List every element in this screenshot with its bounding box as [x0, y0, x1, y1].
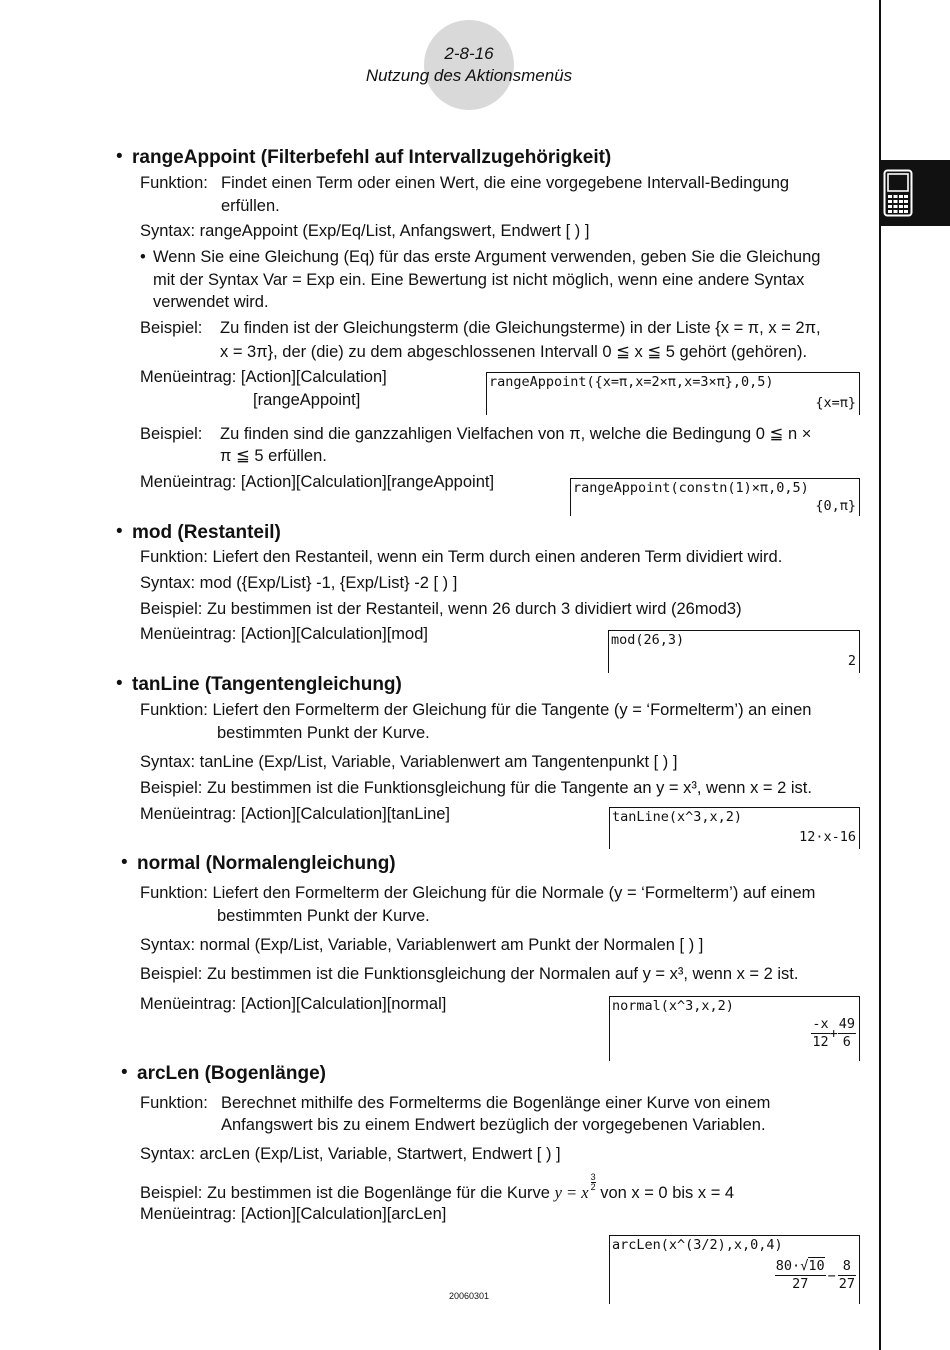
syntax-text: Syntax: tanLine (Exp/List, Variable, Variablenwert am Tangentenpunkt [ ) ]: [140, 753, 678, 771]
page-subtitle: Nutzung des Aktionsmenüs: [365, 66, 573, 85]
beispiel-text: x = 3π}, der (die) zu dem abgeschlossenen Intervall 0 ≦ x ≦ 5 gehört (gehören).: [220, 343, 808, 361]
screen-input: mod(26,3): [611, 632, 685, 648]
syntax-text: Syntax: normal (Exp/List, Variable, Variablenwert am Punkt der Normalen [ ) ]: [140, 936, 704, 954]
calculator-icon: [883, 169, 913, 217]
screen-input: tanLine(x^3,x,2): [612, 809, 743, 825]
calculator-screen: [609, 807, 860, 849]
funktion-text-cont: Anfangswert bis zu einem Endwert bezüglich der vorgegebenen Variablen.: [221, 1116, 766, 1134]
note-text: verwendet wird.: [153, 293, 269, 311]
section-title-mod: mod (Restanteil): [132, 522, 281, 543]
beispiel-text: Beispiel: Zu bestimmen ist die Funktionsgleichung für die Tangente an y = x³, wenn x = 2 ist.: [140, 779, 812, 797]
section-title-arclen: arcLen (Bogenlänge): [137, 1063, 326, 1084]
section-title-normal: normal (Normalengleichung): [137, 853, 396, 874]
chapter-tab: [880, 160, 950, 226]
syntax-text: Syntax: mod ({Exp/List} -1, {Exp/List} -2 [ ) ]: [140, 574, 458, 592]
funktion-text: Funktion: Liefert den Formelterm der Gleichung für die Normale (y = ‘Formelterm’) auf einem: [140, 884, 816, 902]
denominator: 6: [842, 1034, 851, 1050]
bullet: •: [116, 146, 123, 167]
fraction: [811, 1016, 829, 1051]
screen-output: {x=π}: [815, 395, 856, 411]
bullet: •: [121, 1062, 128, 1083]
beispiel-text-pre: Beispiel: Zu bestimmen ist die Bogenlänge für die Kurve: [140, 1184, 555, 1202]
menu-entry: Menüeintrag: [Action][Calculation][normal]: [140, 995, 447, 1013]
beispiel-label: Beispiel:: [140, 425, 203, 443]
radicand: 10: [808, 1258, 825, 1274]
syntax-text: Syntax: rangeAppoint (Exp/Eq/List, Anfangswert, Endwert [ ) ]: [140, 222, 590, 240]
denominator: 27: [838, 1276, 855, 1292]
bullet-small: •: [140, 248, 146, 266]
numerator: -x: [812, 1016, 829, 1032]
section-title-tanline: tanLine (Tangentengleichung): [132, 674, 402, 695]
equation: y = x: [554, 1183, 589, 1202]
denominator: 12: [812, 1034, 829, 1050]
screen-input: rangeAppoint({x=π,x=2×π,x=3×π},0,5): [489, 374, 774, 390]
funktion-text-cont: bestimmten Punkt der Kurve.: [217, 907, 430, 925]
section-title-rangeappoint: rangeAppoint (Filterbefehl auf Intervallzugehörigkeit): [132, 147, 612, 168]
sqrt-icon: √: [800, 1258, 809, 1274]
note-text: mit der Syntax Var = Exp ein. Eine Bewertung ist nicht möglich, wenn eine andere Syntax: [153, 271, 805, 289]
fraction: [838, 1258, 856, 1293]
beispiel-text: Beispiel: Zu bestimmen ist die Funktionsgleichung der Normalen auf y = x³, wenn x = 2 ist.: [140, 965, 799, 983]
exponent-denominator: 2: [590, 1182, 596, 1192]
calculator-screen: [608, 630, 860, 673]
menu-entry-cont: [rangeAppoint]: [253, 391, 361, 409]
screen-output: [811, 1016, 856, 1051]
calculator-screen: [486, 372, 860, 415]
funktion-text: Berechnet mithilfe des Formelterms die Bogenlänge einer Kurve von einem: [221, 1094, 771, 1112]
numerator-coefficient: 80·: [775, 1258, 801, 1274]
menu-entry: Menüeintrag: [Action][Calculation][mod]: [140, 625, 428, 643]
header-circle: [424, 20, 514, 110]
screen-output: [775, 1258, 856, 1293]
screen-input: rangeAppoint(constn(1)×π,0,5): [573, 480, 809, 496]
screen-input: arcLen(x^(3/2),x,0,4): [612, 1237, 783, 1253]
screen-output: {0,π}: [815, 498, 856, 514]
menu-entry: Menüeintrag: [Action][Calculation]: [140, 368, 387, 386]
page-number: 2-8-16: [444, 44, 494, 63]
note-text: Wenn Sie eine Gleichung (Eq) für das erste Argument verwenden, geben Sie die Gleichung: [153, 248, 821, 266]
screen-output: 2: [847, 653, 856, 669]
screen-input: normal(x^3,x,2): [612, 998, 734, 1014]
beispiel-text: π ≦ 5 erfüllen.: [220, 447, 327, 465]
beispiel-text: Zu finden sind die ganzzahligen Vielfachen von π, welche die Bedingung 0 ≦ n ×: [220, 425, 812, 443]
beispiel-text-post: von x = 0 bis x = 4: [595, 1184, 735, 1202]
calculator-screen: [570, 478, 860, 516]
numerator: 8: [838, 1258, 856, 1276]
funktion-label: Funktion:: [140, 174, 208, 192]
exponent-numerator: 3: [590, 1172, 596, 1182]
funktion-label: Funktion:: [140, 1094, 208, 1112]
beispiel-label: Beispiel:: [140, 319, 203, 337]
footer-code: 20060301: [448, 1291, 490, 1301]
beispiel-text: Zu finden ist der Gleichungsterm (die Gleichungsterme) in der Liste {x = π, x = 2π,: [220, 319, 821, 337]
screen-output: 12·x-16: [799, 829, 856, 845]
bullet: •: [121, 852, 128, 873]
funktion-text-cont: erfüllen.: [221, 197, 280, 215]
menu-entry: Menüeintrag: [Action][Calculation][tanLine]: [140, 805, 451, 823]
calculator-screen: [609, 996, 860, 1061]
bullet: •: [116, 673, 123, 694]
syntax-text: Syntax: arcLen (Exp/List, Variable, Startwert, Endwert [ ) ]: [140, 1145, 561, 1163]
funktion-text: Findet einen Term oder einen Wert, die eine vorgegebene Intervall-Bedingung: [221, 174, 790, 192]
numerator: 49: [838, 1016, 855, 1032]
funktion-text: Funktion: Liefert den Restanteil, wenn ein Term durch einen anderen Term dividiert wird.: [140, 548, 783, 566]
plus-sign: +: [829, 1025, 838, 1042]
bullet: •: [116, 521, 123, 542]
minus-sign: −: [827, 1267, 836, 1284]
menu-entry: Menüeintrag: [Action][Calculation][rangeAppoint]: [140, 473, 495, 491]
fraction: [838, 1016, 856, 1051]
fraction: [775, 1258, 826, 1293]
beispiel-text: Beispiel: Zu bestimmen ist der Restanteil, wenn 26 durch 3 dividiert wird (26mod3): [140, 600, 742, 618]
menu-entry: Menüeintrag: [Action][Calculation][arcLen]: [140, 1205, 447, 1223]
funktion-text: Funktion: Liefert den Formelterm der Gleichung für die Tangente (y = ‘Formelterm’) an einen: [140, 701, 812, 719]
beispiel-text: [140, 1173, 734, 1205]
denominator: 27: [792, 1276, 809, 1292]
numerator: [775, 1258, 826, 1276]
funktion-text-cont: bestimmten Punkt der Kurve.: [217, 724, 430, 742]
